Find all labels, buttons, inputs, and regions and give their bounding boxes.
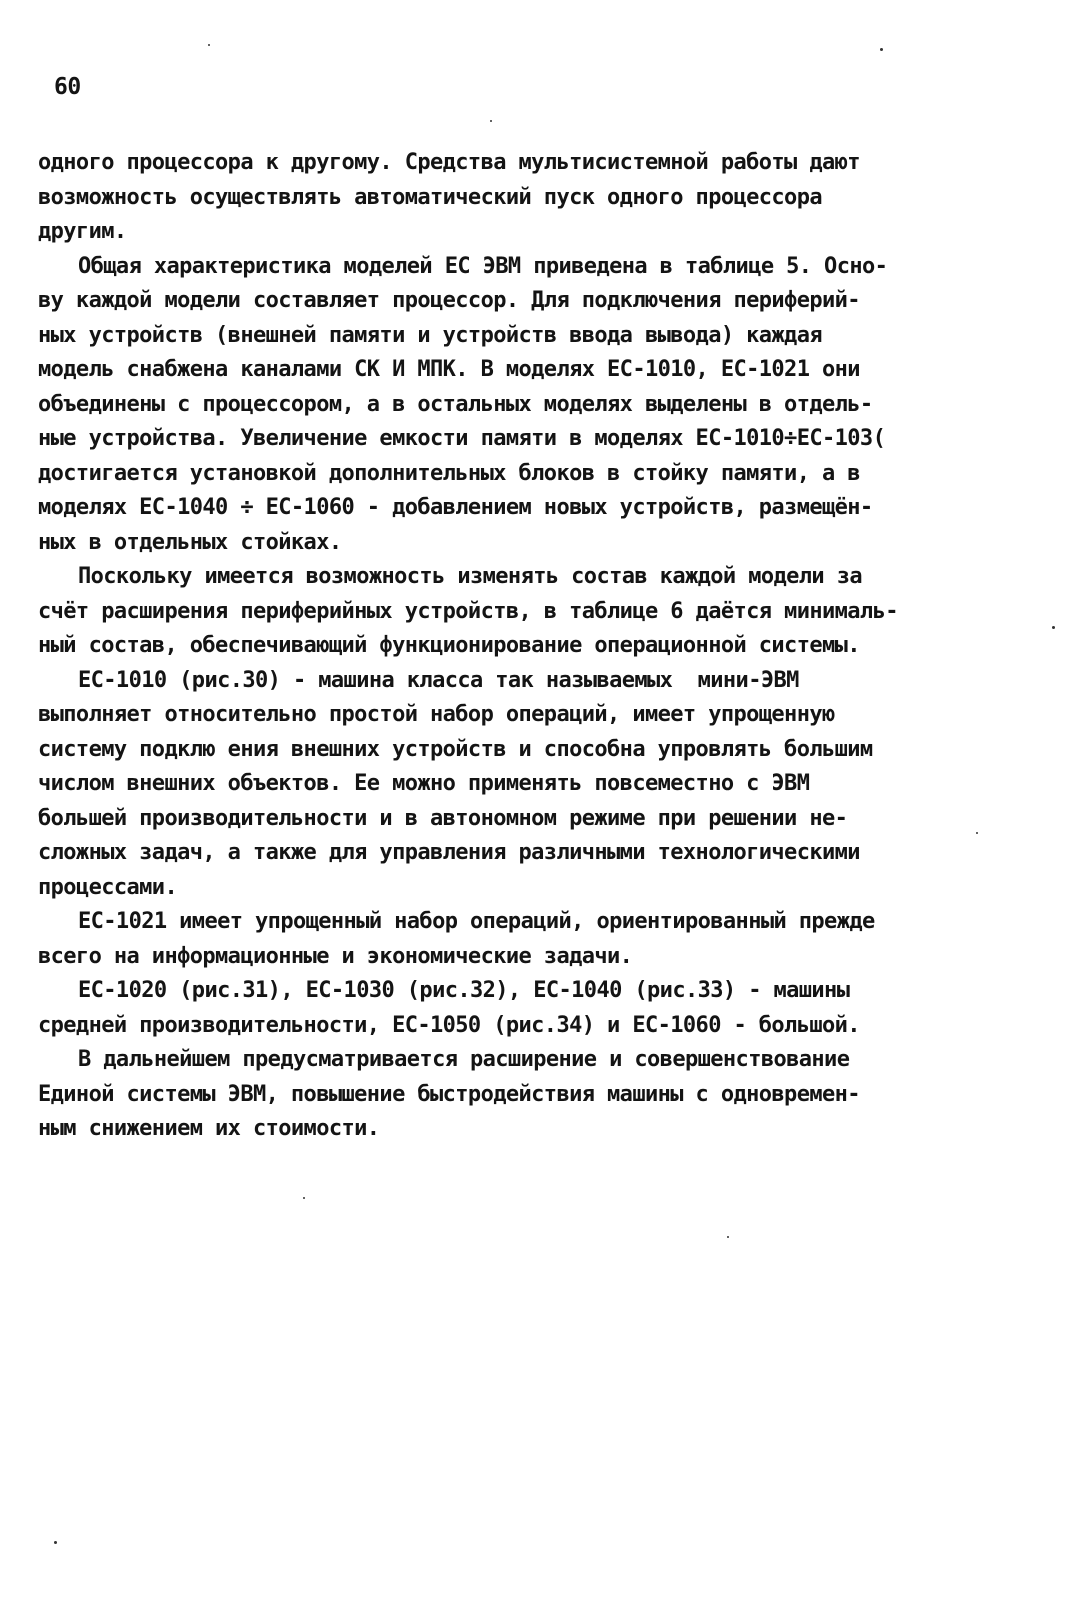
text-line: одного процессора к другому. Средства мультисистемной работы дают: [38, 150, 860, 175]
text-line: сложных задач, а также для управления различными технологическими: [38, 840, 860, 865]
scan-speck: [303, 1197, 305, 1199]
scan-speck: [490, 120, 492, 122]
text-line: всего на информационные и экономические задачи.: [38, 943, 633, 969]
scan-speck: [976, 832, 978, 834]
text-line: Единой системы ЭВМ, повышение быстродействия машины с одновремен-: [38, 1081, 860, 1107]
scan-speck: [727, 1236, 729, 1238]
text-line: систему подклю ения внешних устройств и способна упровлять большим: [38, 736, 873, 762]
paragraph-start-line: В дальнейшем предусматривается расширение и совершенствование: [78, 1047, 850, 1072]
paragraph-start-line: Общая характеристика моделей ЕС ЭВМ приведена в таблице 5. Осно-: [78, 253, 888, 279]
scan-speck: [54, 1541, 57, 1544]
text-line: ву каждой модели составляет процессор. Для подключения периферий-: [38, 288, 860, 313]
text-line: ных в отдельных стойках.: [38, 529, 342, 555]
text-line: объединены с процессором, а в остальных моделях выделены в отдель-: [38, 391, 873, 417]
text-line: ных устройств (внешней памяти и устройств ввода вывода) каждая: [38, 322, 822, 348]
scan-speck: [208, 44, 210, 46]
text-line: модель снабжена каналами СК И МПК. В моделях ЕС-1010, ЕС-1021 они: [38, 357, 860, 382]
text-line: ный состав, обеспечивающий функционирование операционной системы.: [38, 633, 860, 658]
text-line: процессами.: [38, 874, 178, 900]
scan-speck: [880, 48, 883, 51]
text-line: возможность осуществлять автоматический пуск одного процессора: [38, 184, 822, 210]
text-line: средней производительности, ЕС-1050 (рис.34) и ЕС-1060 - большой.: [38, 1012, 860, 1038]
paragraph-start-line: ЕС-1021 имеет упрощенный набор операций, ориентированный прежде: [78, 909, 875, 934]
text-line: числом внешних объектов. Ее можно применять повсеместно с ЭВМ: [38, 771, 810, 796]
text-line: моделях ЕС-1040 ÷ ЕС-1060 - добавлением новых устройств, размещён-: [38, 495, 873, 520]
paragraph-start-line: ЕС-1010 (рис.30) - машина класса так называемых мини-ЭВМ: [78, 667, 799, 693]
text-line: другим.: [38, 219, 127, 244]
text-line: большей производительности и в автономном режиме при решении не-: [38, 805, 848, 831]
text-line: ным снижением их стоимости.: [38, 1116, 380, 1141]
text-line: достигается установкой дополнительных блоков в стойку памяти, а в: [38, 460, 860, 486]
text-line: выполняет относительно простой набор операций, имеет упрощенную: [38, 702, 835, 727]
scan-speck: [1052, 626, 1055, 629]
text-line: счёт расширения периферийных устройств, в таблице 6 даётся минималь-: [38, 598, 898, 624]
body-text: [38, 146, 1038, 1147]
page-number: 60: [54, 74, 81, 100]
paragraph-start-line: Поскольку имеется возможность изменять состав каждой модели за: [78, 564, 862, 589]
text-line: ные устройства. Увеличение емкости памяти в моделях ЕС-1010÷ЕС-103(: [38, 426, 886, 451]
paragraph-start-line: ЕС-1020 (рис.31), ЕС-1030 (рис.32), ЕС-1040 (рис.33) - машины: [78, 978, 850, 1003]
